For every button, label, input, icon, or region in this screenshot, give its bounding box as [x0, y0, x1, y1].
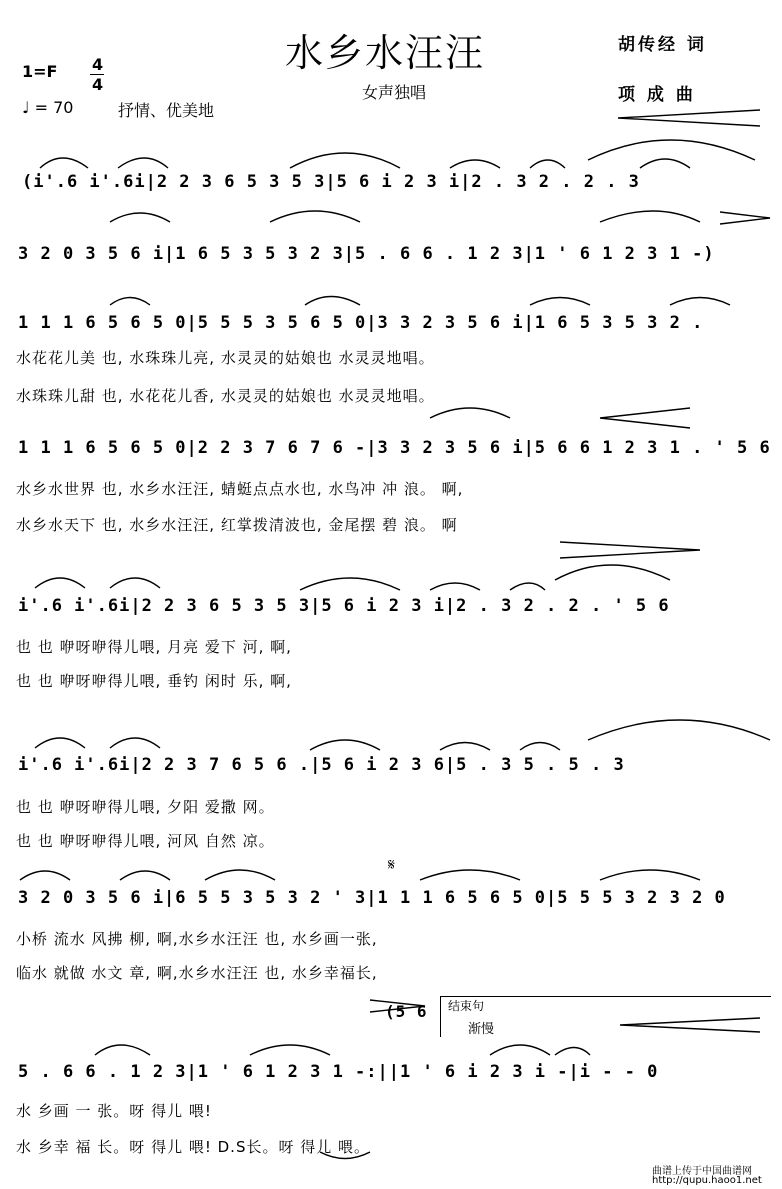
pickup-notes: (5 6	[385, 1002, 428, 1021]
time-signature-bottom: 4	[92, 75, 104, 94]
lyric-line-5a: 也 也 咿呀咿得儿喂, 月亮 爱下 河, 啊,	[16, 638, 292, 656]
song-title: 水乡水汪汪	[285, 31, 486, 75]
tempo-mark: ♩ = 70	[22, 98, 74, 117]
performance-subtitle: 女声独唱	[362, 83, 427, 102]
notation-line-4: 1 1 1 6 5 6 5 0|2 2 3 7 6 7 6 -|3 3 2 3 5 6 i|5 6 6 1 2 3 1 . ' 5 6	[18, 438, 771, 458]
lyric-line-5b: 也 也 咿呀咿得儿喂, 垂钓 闲时 乐, 啊,	[16, 672, 292, 690]
coda-label: 结束句	[448, 999, 485, 1013]
expression-mark: 抒情、优美地	[118, 101, 215, 120]
notation-line-8: 5 . 6 6 . 1 2 3|1 ' 6 1 2 3 1 -:||1 ' 6 i 2 3 i -|i - - 0	[18, 1062, 659, 1082]
key-signature: 1=F	[22, 62, 58, 81]
time-signature-top: 4	[92, 55, 104, 74]
lyric-line-7a: 小桥 流水 风拂 柳, 啊,水乡水汪汪 也, 水乡画一张,	[16, 930, 378, 948]
lyric-line-3b: 水珠珠儿甜 也, 水花花儿香, 水灵灵的姑娘也 水灵灵地唱。	[16, 387, 435, 405]
composer-credit: 项 成 曲	[618, 85, 696, 105]
lyric-line-8a: 水 乡画 一 张。呀 得儿 喂!	[16, 1102, 212, 1120]
notation-line-5: i'.6 i'.6i|2 2 3 6 5 3 5 3|5 6 i 2 3 i|2 . 3 2 . 2 . ' 5 6	[18, 596, 670, 616]
lyricist-credit: 胡传经 词	[618, 35, 707, 55]
notation-line-2: 3 2 0 3 5 6 i|1 6 5 3 5 3 2 3|5 . 6 6 . 1 2 3|1 ' 6 1 2 3 1 -)	[18, 244, 715, 264]
lyric-line-6b: 也 也 咿呀咿得儿喂, 河风 自然 凉。	[16, 832, 275, 850]
notation-line-7: 3 2 0 3 5 6 i|6 5 5 3 5 3 2 ' 3|1 1 1 6 5 6 5 0|5 5 5 3 2 3 2 0	[18, 888, 726, 908]
ritardando-mark: 渐慢	[468, 1022, 495, 1037]
segno-mark: 𝄋	[388, 855, 395, 874]
lyric-line-7b: 临水 就做 水文 章, 啊,水乡水汪汪 也, 水乡幸福长,	[16, 964, 378, 982]
notation-line-3: 1 1 1 6 5 6 5 0|5 5 5 3 5 6 5 0|3 3 2 3 5 6 i|1 6 5 3 5 3 2 .	[18, 313, 704, 333]
footer-url: http://qupu.haoo1.net	[652, 1175, 762, 1186]
notation-line-1: (i'.6 i'.6i|2 2 3 6 5 3 5 3|5 6 i 2 3 i|2 . 3 2 . 2 . 3	[22, 172, 640, 192]
footer-source: 曲谱上传于中国曲谱网	[652, 1166, 752, 1177]
lyric-line-4a: 水乡水世界 也, 水乡水汪汪, 蜻蜓点点水也, 水鸟冲 冲 浪。 啊,	[16, 480, 464, 498]
lyric-line-6a: 也 也 咿呀咿得儿喂, 夕阳 爱撒 网。	[16, 798, 275, 816]
lyric-line-4b: 水乡水天下 也, 水乡水汪汪, 红掌拨清波也, 金尾摆 碧 浪。 啊	[16, 516, 458, 534]
lyric-line-3a: 水花花儿美 也, 水珠珠儿亮, 水灵灵的姑娘也 水灵灵地唱。	[16, 349, 435, 367]
lyric-line-8b: 水 乡幸 福 长。呀 得儿 喂! D.S长。呀 得儿 喂。	[16, 1138, 370, 1156]
notation-line-6: i'.6 i'.6i|2 2 3 7 6 5 6 .|5 6 i 2 3 6|5 . 3 5 . 5 . 3	[18, 755, 625, 775]
